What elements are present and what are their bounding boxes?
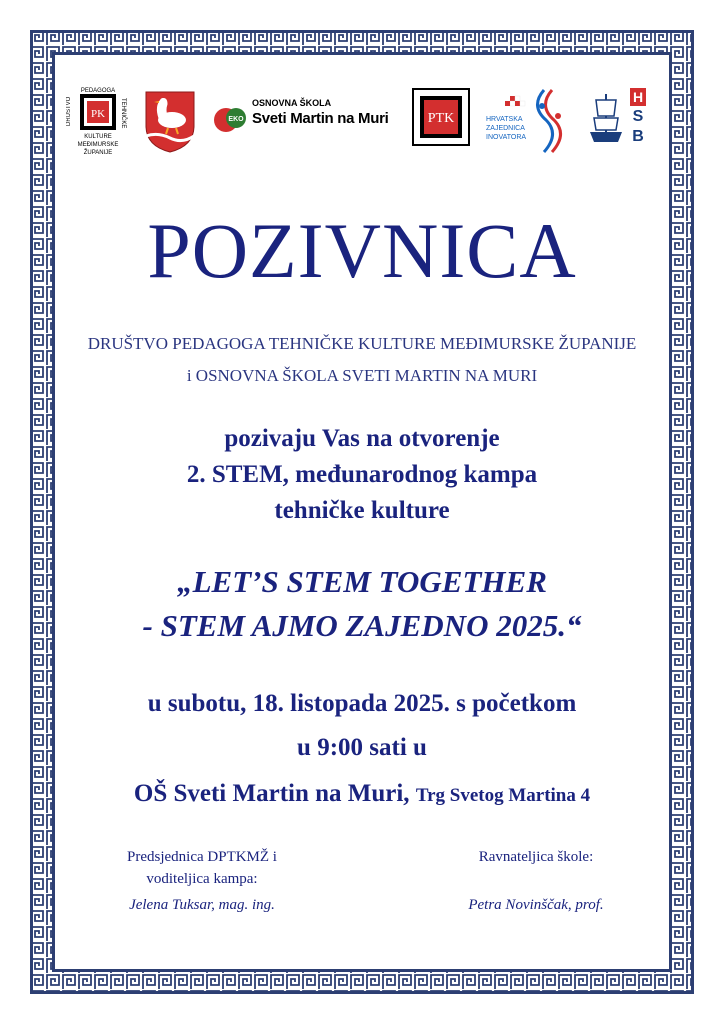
place-address: Trg Svetog Martina 4 (415, 785, 591, 806)
svg-text:PTK: PTK (427, 111, 455, 126)
signature-left (102, 846, 302, 916)
ptk-logo (412, 88, 470, 146)
svg-text:TEHNIČKE: TEHNIČKE (120, 98, 126, 129)
invite-line-3: tehničke kulture (274, 497, 450, 524)
sig-right-line-1: Ravnateljica škole: (478, 849, 594, 865)
organizer-line-2: i OSNOVNA ŠKOLA SVETI MARTIN NA MURI (186, 366, 538, 385)
school-name-line2: Sveti Martin na Muri (252, 110, 389, 127)
svg-text:PEDAGOGA: PEDAGOGA (80, 88, 116, 94)
time-line: u 9:00 sati u (297, 734, 427, 761)
hzi-text-2: ZAJEDNICA (486, 125, 525, 132)
school-logo (214, 94, 404, 154)
school-name-line1: OSNOVNA ŠKOLA (252, 98, 332, 108)
svg-text:PK: PK (90, 108, 106, 120)
motto-line-1: „LET’S STEM TOGETHER (177, 564, 547, 599)
logo-row (62, 84, 662, 164)
hsb-logo (584, 86, 654, 156)
invite-line-1: pozivaju Vas na otvorenje (224, 425, 500, 452)
coat-of-arms-logo (142, 88, 198, 154)
hsb-letter-s: S (632, 108, 644, 125)
place-main: OŠ Sveti Martin na Muri, (133, 780, 410, 807)
hzi-text-3: INOVATORA (486, 134, 527, 141)
hzi-logo (482, 86, 574, 158)
svg-text:EKO: EKO (228, 116, 244, 123)
sig-left-name: Jelena Tuksar, mag. ing. (129, 897, 275, 913)
page-title: POZIVNICA (147, 207, 577, 294)
svg-text:MEĐIMURSKE: MEĐIMURSKE (77, 142, 119, 148)
svg-text:ŽUPANIJE: ŽUPANIJE (83, 150, 113, 156)
organizer-line-1: DRUŠTVO PEDAGOGA TEHNIČKE KULTURE MEĐIMURSKE ŽUPANIJE (87, 334, 637, 353)
motto-line-2: - STEM AJMO ZAJEDNO 2025.“ (142, 608, 582, 643)
place-line (0, 780, 724, 808)
sig-left-line-2: voditeljica kampa: (146, 871, 258, 887)
sig-left-line-1: Predsjednica DPTKMŽ i (127, 849, 277, 865)
signature-right (436, 846, 636, 916)
svg-text:DRUŠTVO: DRUŠTVO (66, 96, 72, 126)
svg-text:KULTURE: KULTURE (84, 134, 112, 140)
hsb-letter-h: H (630, 88, 646, 106)
sig-right-name: Petra Novinščak, prof. (468, 897, 604, 913)
invite-line-2: 2. STEM, međunarodnog kampa (186, 461, 538, 488)
hzi-text-1: HRVATSKA (486, 116, 523, 123)
dptk-logo (66, 86, 128, 162)
date-line: u subotu, 18. listopada 2025. s početkom (147, 690, 577, 717)
hsb-letter-b: B (632, 128, 644, 145)
